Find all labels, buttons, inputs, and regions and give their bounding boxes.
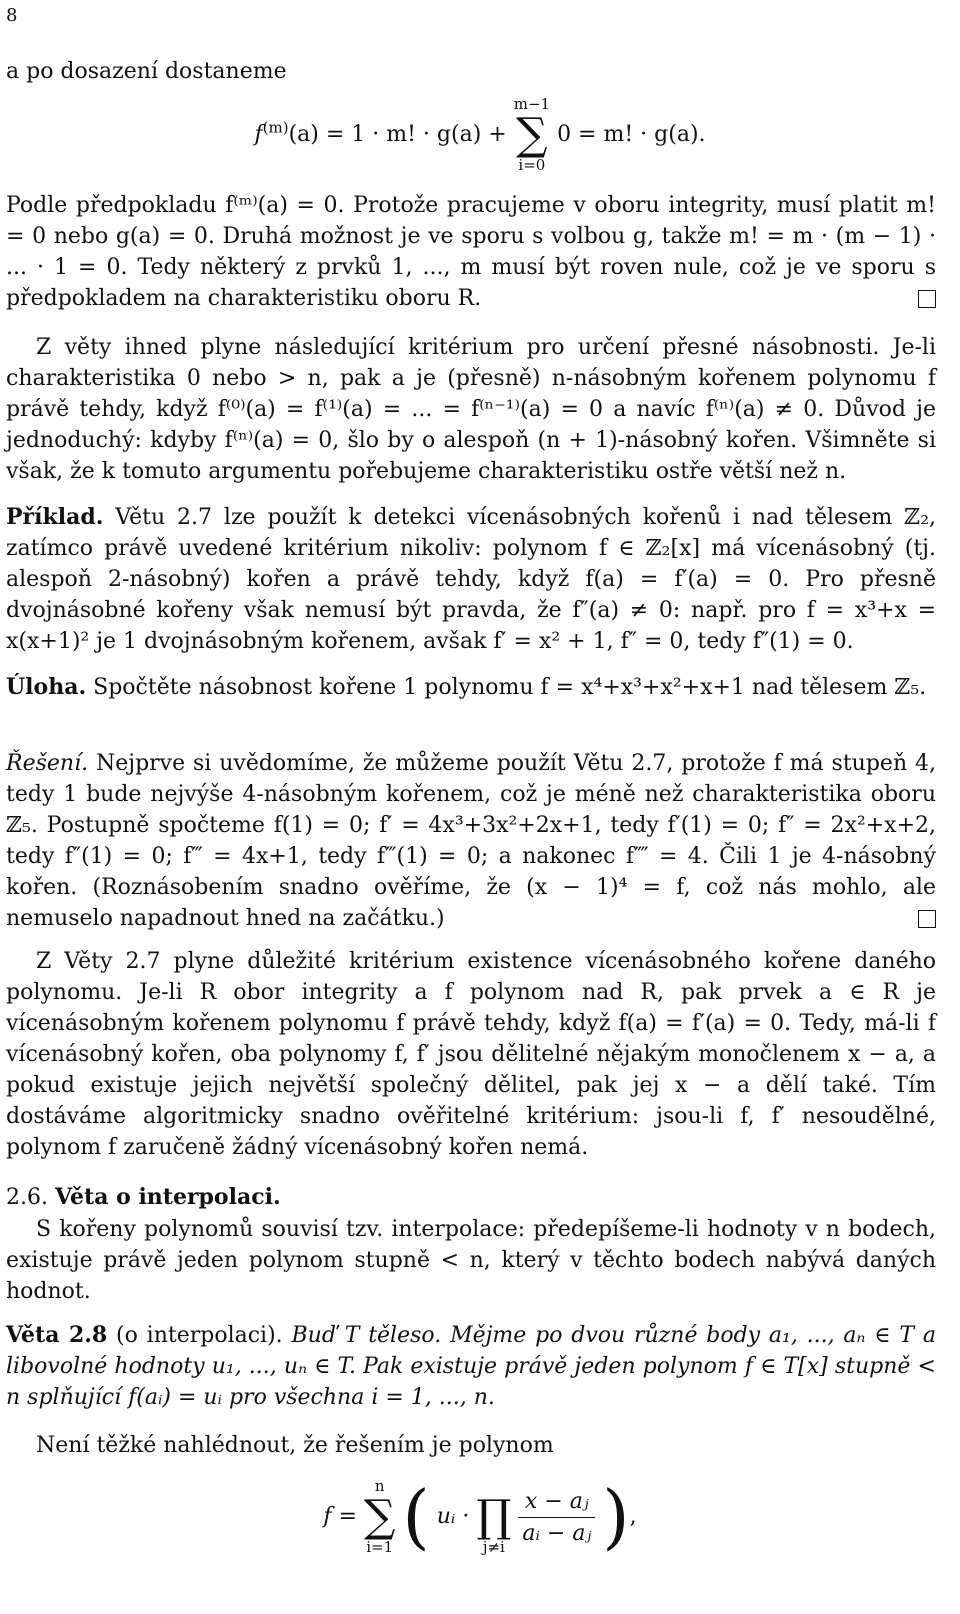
qed-icon (918, 910, 936, 928)
example-text: Větu 2.7 lze použít k detekci vícenásobných kořenů i nad tělesem ℤ₂, zatímco právě uvedené kritérium nikoliv: polynom f ∈ ℤ₂[x] má vícenásobný (tj. alespoň 2-násobný) kořen a právě tehdy, když f(a) = f′(a) = 0. Pro přesně dvojnásobné kořeny však nemusí být pravda, že f″(a) ≠ 0: např. pro f = x³+x = x(x+1)² je 1 dvojnásobným kořenem, avšak f′ = x² + 1, f″ = 0, tedy f″(1) = 0. (6, 505, 937, 654)
equation-1 (0, 96, 960, 174)
task-block (6, 672, 936, 703)
eq1-sum-top: m−1 (513, 95, 551, 113)
solution-text: Nejprve si uvědomíme, že můžeme použít Větu 2.7, protože f má stupeň 4, tedy 1 bude nejvýše 4-násobným kořenem, což je méně než charakteristika oboru ℤ₅. Postupně spočteme f(1) = 0; f′ = 4x³+3x²+2x+1, tedy f′(1) = 0; f″ = 2x²+x+2, tedy f″(1) = 0; f‴ = 4x+1, tedy f‴(1) = 0; a nakonec f⁗ = 4. Čili 1 je 4-násobný kořen. (Roznásobením snadno ověříme, že (x − 1)⁴ = f, což nás mohlo, ale nemuselo napadnout hned na začátku.) (6, 751, 936, 931)
section-number: 2.6. (6, 1185, 48, 1210)
eq2-tail: , (629, 1504, 637, 1529)
paragraph-3: Z Věty 2.7 plyne důležité kritérium existence vícenásobného kořene daného polynomu. Je-li R obor integrity a f polynom nad R, pak prvek a ∈ R je vícenásobným kořenem polynomu f právě tehdy, když f(a) = f′(a) = 0. Tedy, má-li f vícenásobný kořen, oba polynomy f, f′ jsou dělitelné nějakým monočlenem x − a, a pokud existuje jejich největší společný dělitel, pak jej x − a dělí také. Tím dostáváme algoritmicky snadno ověřitelné kritérium: jsou-li f, f′ nesoudělné, polynom f zaručeně žádný vícenásobný kořen nemá. (6, 949, 936, 1160)
section-heading (6, 1182, 936, 1213)
page-number: 8 (6, 5, 18, 26)
eq1-mid: (a) = 1 · m! · g(a) + (288, 122, 507, 147)
paragraph-5: Není těžké nahlédnout, že řešením je polynom (36, 1433, 554, 1458)
product-icon: ∏ (476, 1491, 512, 1542)
eq2-denominator: aᵢ − aⱼ (522, 1520, 592, 1546)
section-title: Věta o interpolaci. (54, 1184, 281, 1210)
eq2-prod-bot: j≠i (482, 1538, 505, 1556)
intro-text: a po dosazení dostaneme (6, 59, 287, 84)
qed-icon (918, 290, 936, 308)
paragraph-2: Z věty ihned plyne následující kritérium pro určení přesné násobnosti. Je-li charakteristika 0 nebo > n, pak a je (přesně) n-násobným kořenem polynomu f právě tehdy, když f⁽⁰⁾(a) = f⁽¹⁾(a) = ... = f⁽ⁿ⁻¹⁾(a) = 0 a navíc f⁽ⁿ⁾(a) ≠ 0. Důvod je jednoduchý: kdyby f⁽ⁿ⁾(a) = 0, šlo by o alespoň (n + 1)-násobný kořen. Všimněte si však, že k tomuto argumentu pořebujeme charakteristiku ostře větší než n. (6, 335, 936, 484)
equation-2 (0, 1475, 960, 1558)
sum-icon: ∑ (364, 1491, 396, 1542)
solution-label: Řešení. (6, 751, 89, 776)
eq2-u: uᵢ · (436, 1504, 470, 1529)
task-text: Spočtěte násobnost kořene 1 polynomu f = x⁴+x³+x²+x+1 nad tělesem ℤ₅. (93, 675, 927, 700)
example-label: Příklad. (6, 504, 104, 530)
solution-block (6, 748, 936, 934)
theorem-text: Buď T těleso. Mějme po dvou různé body a₁, ..., aₙ ∈ T a libovolné hodnoty u₁, ..., uₙ ∈ T. Pak existuje právě jeden polynom f ∈ T[x] stupně < n splňující f(aᵢ) = uᵢ pro všechna i = 1, ..., n. (6, 1323, 936, 1410)
eq1-sum-bot: i=0 (518, 156, 546, 174)
eq1-sup: (m) (262, 118, 289, 137)
eq1-lhs: f (254, 122, 263, 147)
eq2-prod (476, 1478, 511, 1556)
theorem-note: (o interpolaci). (116, 1323, 283, 1348)
paragraph-4: S kořeny polynomů souvisí tzv. interpolace: předepíšeme-li hodnoty v n bodech, existuje právě jeden polynom stupně < n, který v těchto bodech nabývá daných hodnot. (6, 1217, 936, 1304)
eq1-sum (514, 96, 550, 174)
theorem-block (6, 1320, 936, 1413)
right-paren-icon: ) (602, 1475, 630, 1558)
eq2-fraction (518, 1486, 595, 1549)
task-label: Úloha. (6, 674, 87, 700)
eq2-lhs: f = (323, 1504, 357, 1529)
eq2-sum (364, 1478, 395, 1556)
eq2-numerator: x − aⱼ (518, 1486, 595, 1518)
example-block (6, 502, 936, 657)
sum-icon: ∑ (516, 109, 548, 160)
eq2-sum-bot: i=1 (366, 1538, 394, 1556)
theorem-label: Věta 2.8 (6, 1322, 108, 1348)
paragraph-1 (6, 190, 936, 314)
eq2-sum-top: n (374, 1477, 385, 1495)
eq1-rhs: 0 = m! · g(a). (557, 122, 706, 147)
left-paren-icon: ( (402, 1475, 430, 1558)
paragraph-1-text: Podle předpokladu f⁽ᵐ⁾(a) = 0. Protože pracujeme v oboru integrity, musí platit m! = 0 nebo g(a) = 0. Druhá možnost je ve sporu s volbou g, takže m! = m · (m − 1) · ... · 1 = 0. Tedy některý z prvků 1, ..., m musí být roven nule, což je ve sporu s předpokladem na charakteristiku oboru R. (6, 193, 936, 311)
